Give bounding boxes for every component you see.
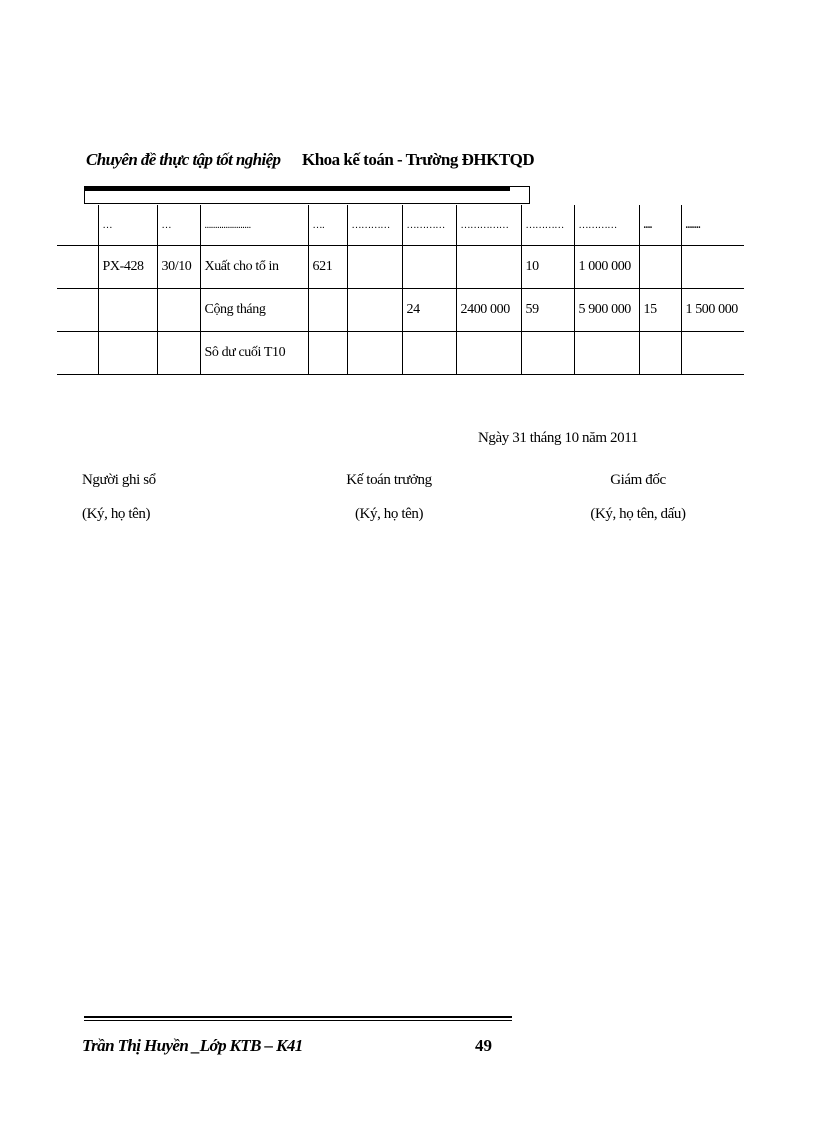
table-cell: 10 <box>521 246 574 289</box>
table-cell: 30/10 <box>157 246 200 289</box>
table-cell: 59 <box>521 289 574 332</box>
table-cell <box>347 332 402 375</box>
signature-note: (Ký, họ tên) <box>82 506 151 522</box>
table-row <box>57 332 744 375</box>
table-cell <box>157 332 200 375</box>
table-cell: 15 <box>639 289 681 332</box>
table-cell: Sô dư cuối T10 <box>200 332 308 375</box>
table-cell <box>347 246 402 289</box>
table-cell: 24 <box>402 289 456 332</box>
signature-chief-accountant <box>334 472 444 523</box>
signature-date: Ngày 31 tháng 10 năm 2011 <box>478 430 638 446</box>
table-cell: 1 500 000 <box>681 289 744 332</box>
table-row <box>57 289 744 332</box>
table-cell <box>308 332 347 375</box>
table-cell: …………… <box>456 205 521 246</box>
table-cell: ………… <box>347 205 402 246</box>
table-cell <box>521 332 574 375</box>
table-cell <box>57 205 98 246</box>
table-cell: ...................... <box>200 205 308 246</box>
table-cell <box>57 332 98 375</box>
table-cell <box>639 332 681 375</box>
header-report-title: Chuyên đề thực tập tốt nghiệp <box>86 150 281 169</box>
table-cell <box>681 332 744 375</box>
signature-recorder <box>82 472 156 523</box>
footer-rule <box>84 1016 512 1018</box>
signature-title: Kế toán trưởng <box>346 472 432 488</box>
table-cell <box>157 289 200 332</box>
table-cell: .... <box>639 205 681 246</box>
ledger-table <box>57 205 744 375</box>
header-rule-thick <box>85 187 510 191</box>
table-cell: … <box>157 205 200 246</box>
table-cell <box>402 246 456 289</box>
table-cell: ………… <box>521 205 574 246</box>
table-cell: ………… <box>402 205 456 246</box>
table-cell <box>98 289 157 332</box>
table-cell <box>347 289 402 332</box>
signature-title: Giám đốc <box>610 472 666 488</box>
table-cell <box>98 332 157 375</box>
table-cell: 1 000 000 <box>574 246 639 289</box>
signature-note: (Ký, họ tên, dấu) <box>590 506 686 522</box>
page-header <box>86 150 535 170</box>
table-cell <box>681 246 744 289</box>
table-row <box>57 246 744 289</box>
table-cell: ………… <box>574 205 639 246</box>
table-cell: 5 900 000 <box>574 289 639 332</box>
table-cell: 621 <box>308 246 347 289</box>
signature-director <box>578 472 698 523</box>
table-cell <box>402 332 456 375</box>
table-cell: PX-428 <box>98 246 157 289</box>
table-cell: …. <box>308 205 347 246</box>
table-cell: Xuất cho tổ in <box>200 246 308 289</box>
table-row <box>57 205 744 246</box>
table-cell <box>57 246 98 289</box>
header-faculty: Khoa kế toán - Trường ĐHKTQD <box>302 150 535 169</box>
page-number: 49 <box>475 1036 492 1055</box>
header-rule <box>84 186 530 204</box>
table-cell <box>574 332 639 375</box>
footer-author: Trần Thị Huyền _Lớp KTB – K41 <box>82 1036 303 1055</box>
table-cell: … <box>98 205 157 246</box>
table-cell <box>639 246 681 289</box>
signature-title: Người ghi sổ <box>82 472 156 488</box>
table-cell <box>456 332 521 375</box>
table-cell: 2400 000 <box>456 289 521 332</box>
signature-note: (Ký, họ tên) <box>354 506 424 522</box>
footer-rule-thin <box>84 1020 512 1021</box>
table-cell: Cộng tháng <box>200 289 308 332</box>
table-cell <box>456 246 521 289</box>
table-cell <box>308 289 347 332</box>
table-cell: ....... <box>681 205 744 246</box>
table-cell <box>57 289 98 332</box>
